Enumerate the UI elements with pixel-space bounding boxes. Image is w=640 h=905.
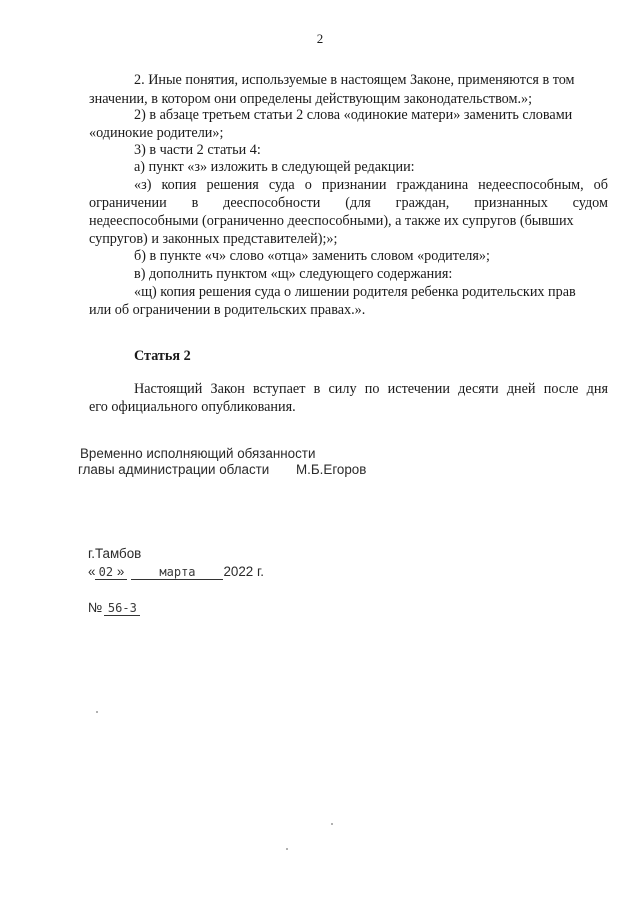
number-value: 56-З bbox=[107, 601, 137, 615]
date-day-field bbox=[95, 565, 127, 580]
paragraph-9-line-2: его официального опубликования. bbox=[89, 399, 296, 415]
paragraph-2-line-2: «одинокие родители»; bbox=[89, 125, 224, 141]
city: г.Тамбов bbox=[88, 546, 142, 561]
signature-title-line-1: Временно исполняющий обязанности bbox=[80, 446, 316, 461]
date-quote-close: » bbox=[116, 564, 125, 579]
paragraph-3: 3) в части 2 статьи 4: bbox=[134, 142, 261, 158]
paragraph-9-line-1: Настоящий Закон вступает в силу по истечении десяти дней после дня bbox=[134, 381, 608, 397]
date-year: 2022 г. bbox=[223, 564, 264, 579]
paragraph-1-line-1: 2. Иные понятия, используемые в настоящем Законе, применяются в том bbox=[134, 72, 575, 88]
paragraph-5-line-4: супругов) и законных представителей);»; bbox=[89, 231, 338, 247]
scan-speck bbox=[286, 848, 288, 850]
paragraph-5-line-1: «з) копия решения суда о признании гражданина недееспособным, об bbox=[134, 177, 608, 193]
signatory-name: М.Б.Егоров bbox=[296, 462, 367, 477]
scan-speck bbox=[96, 711, 98, 713]
paragraph-5-line-2: ограничении в дееспособности (для граждан, признанных судом bbox=[89, 195, 608, 211]
number-field bbox=[104, 601, 140, 616]
date-day: 02 bbox=[98, 565, 114, 579]
paragraph-1-line-2: значении, в котором они определены действующим законодательством.»; bbox=[89, 91, 533, 107]
date-month: марта bbox=[159, 565, 196, 579]
date-month-field bbox=[131, 565, 223, 580]
signature-title-line-2: главы администрации области bbox=[78, 462, 270, 477]
document-date bbox=[88, 564, 264, 580]
paragraph-4: а) пункт «з» изложить в следующей редакции: bbox=[134, 159, 415, 175]
page-number: 2 bbox=[316, 31, 324, 46]
paragraph-8-line-1: «щ) копия решения суда о лишении родителя ребенка родительских прав bbox=[134, 284, 576, 300]
document-number bbox=[88, 600, 140, 616]
date-quote-open: « bbox=[88, 564, 96, 579]
paragraph-5-line-3: недееспособными (ограниченно дееспособными), а также их супругов (бывших bbox=[89, 213, 574, 229]
scan-speck bbox=[331, 823, 333, 825]
number-sign: № bbox=[88, 600, 103, 615]
paragraph-6: б) в пункте «ч» слово «отца» заменить словом «родителя»; bbox=[134, 248, 490, 264]
article-heading: Статья 2 bbox=[134, 348, 191, 364]
paragraph-7: в) дополнить пунктом «щ» следующего содержания: bbox=[134, 266, 453, 282]
paragraph-2-line-1: 2) в абзаце третьем статьи 2 слова «одинокие матери» заменить словами bbox=[134, 107, 573, 123]
paragraph-8-line-2: или об ограничении в родительских правах.». bbox=[89, 302, 366, 318]
